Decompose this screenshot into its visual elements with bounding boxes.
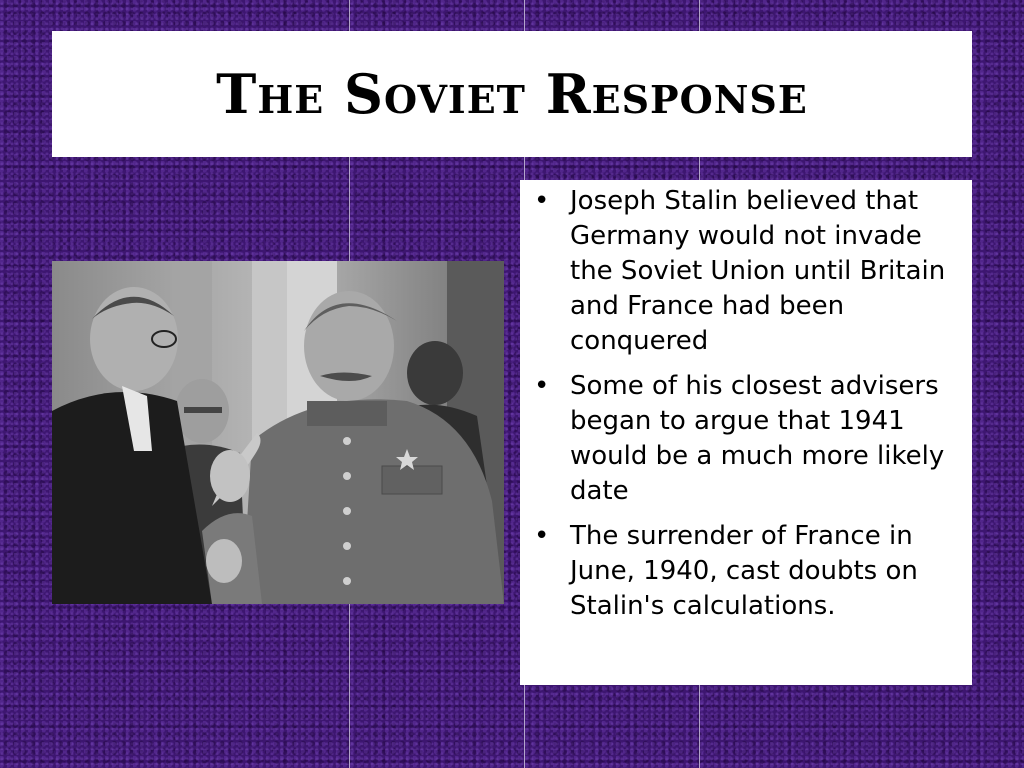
bullet-glyph: • bbox=[534, 186, 550, 216]
list-item bbox=[532, 184, 962, 359]
list-item bbox=[532, 519, 962, 624]
bullet-text: Some of his closest advisers began to argue that 1941 would be a much more likely date bbox=[570, 371, 945, 506]
bullet-text-panel bbox=[520, 180, 972, 685]
list-item bbox=[532, 369, 962, 509]
title-panel bbox=[52, 31, 972, 157]
slide-title: The Soviet Response bbox=[216, 62, 808, 126]
bullet-glyph: • bbox=[534, 521, 550, 551]
historical-photo bbox=[52, 261, 504, 604]
bullet-text: Joseph Stalin believed that Germany would not invade the Soviet Union until Britain and France had been conquered bbox=[570, 186, 946, 356]
bullet-glyph: • bbox=[534, 371, 550, 401]
bullet-list bbox=[532, 184, 962, 624]
bullet-text: The surrender of France in June, 1940, cast doubts on Stalin's calculations. bbox=[570, 521, 918, 621]
historical-photo-icon bbox=[52, 261, 504, 604]
